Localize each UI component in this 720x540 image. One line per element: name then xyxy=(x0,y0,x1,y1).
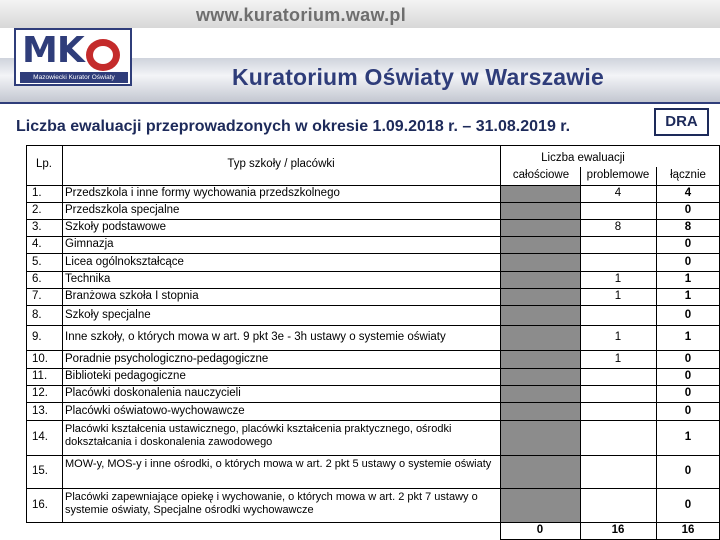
total-lacznie: 16 xyxy=(681,524,695,536)
table-row-lp: 8. xyxy=(32,309,42,321)
table-row-lacznie: 1 xyxy=(684,290,692,302)
table-row-lp: 3. xyxy=(32,221,42,233)
table-row-lacznie: 1 xyxy=(684,431,692,443)
calosciowe-shaded-cell xyxy=(501,403,580,420)
calosciowe-shaded-cell xyxy=(501,421,580,455)
header-type: Typ szkoły / placówki xyxy=(227,158,335,170)
calosciowe-shaded-cell xyxy=(501,456,580,488)
table-row-problemowe: 1 xyxy=(614,290,622,302)
table-row-lacznie: 0 xyxy=(684,256,692,268)
grid-line xyxy=(26,288,720,289)
table-row-lp: 4. xyxy=(32,238,42,250)
table-row-type: Technika xyxy=(65,273,111,285)
table-row-lacznie: 1 xyxy=(684,331,692,343)
grid-line xyxy=(26,488,720,489)
grid-line xyxy=(26,522,720,523)
calosciowe-shaded-cell xyxy=(501,306,580,325)
table-row-lp: 5. xyxy=(32,256,42,268)
institution-title: Kuratorium Oświaty w Warszawie xyxy=(232,64,604,90)
table-row-lp: 15. xyxy=(32,465,48,477)
calosciowe-shaded-cell xyxy=(501,289,580,305)
calosciowe-shaded-cell xyxy=(501,351,580,368)
grid-line xyxy=(26,185,720,186)
calosciowe-shaded-cell xyxy=(501,369,580,385)
grid-line xyxy=(26,325,720,326)
website-url[interactable]: www.kuratorium.waw.pl xyxy=(196,5,406,25)
calosciowe-shaded-cell xyxy=(501,272,580,288)
table-row-lp: 11. xyxy=(32,370,48,382)
grid-line xyxy=(26,236,720,237)
grid-line xyxy=(26,271,720,272)
table-row-type: Przedszkola i inne formy wychowania przedszkolnego xyxy=(65,187,340,199)
grid-line xyxy=(500,145,501,540)
table-row-lp: 16. xyxy=(32,499,48,511)
table-row-lp: 2. xyxy=(32,204,42,216)
table-row-lacznie: 0 xyxy=(684,204,692,216)
grid-line xyxy=(26,253,720,254)
table-row-type: Placówki zapewniające opiekę i wychowanie, o których mowa w art. 2 pkt 7 ustawy o systemie oświaty, Specjalne ośrodki wychowawcze xyxy=(65,491,478,516)
table-row-lp: 9. xyxy=(32,331,42,343)
header-calosciowe: całościowe xyxy=(512,169,570,181)
table-row-type: Placówki oświatowo-wychowawcze xyxy=(65,405,245,417)
table-row-lacznie: 8 xyxy=(684,221,692,233)
table-row-lp: 12. xyxy=(32,387,48,399)
table-row-problemowe: 1 xyxy=(614,331,622,343)
grid-line xyxy=(26,350,720,351)
grid-line xyxy=(26,420,720,421)
header-problemowe: problemowe xyxy=(586,169,650,181)
calosciowe-shaded-cell xyxy=(501,186,580,202)
banner-divider xyxy=(0,102,720,104)
calosciowe-shaded-cell xyxy=(501,254,580,271)
table-row-type: Branżowa szkoła I stopnia xyxy=(65,290,199,302)
table-row-problemowe: 4 xyxy=(614,187,622,199)
total-calosciowe: 0 xyxy=(536,524,544,536)
logo-circle-icon xyxy=(86,39,120,71)
logo-letters: MK xyxy=(22,30,84,71)
table-row-lp: 1. xyxy=(32,187,42,199)
table-row-lacznie: 0 xyxy=(684,387,692,399)
table-row-lacznie: 0 xyxy=(684,309,692,321)
table-row-lp: 10. xyxy=(32,353,48,365)
calosciowe-shaded-cell xyxy=(501,386,580,402)
table-row-lacznie: 1 xyxy=(684,273,692,285)
grid-line xyxy=(26,402,720,403)
table-row-lp: 14. xyxy=(32,431,48,443)
grid-line xyxy=(26,385,720,386)
calosciowe-shaded-cell xyxy=(501,326,580,350)
grid-line xyxy=(26,455,720,456)
grid-line xyxy=(26,202,720,203)
table-row-type: Gimnazja xyxy=(65,238,114,250)
header-banner xyxy=(0,0,720,104)
table-row-type: Licea ogólnokształcące xyxy=(65,256,184,268)
table-row-problemowe: 1 xyxy=(614,353,622,365)
grid-line xyxy=(580,167,581,540)
table-row-lacznie: 0 xyxy=(684,465,692,477)
table-row-lacznie: 0 xyxy=(684,238,692,250)
grid-line xyxy=(26,368,720,369)
table-row-lp: 7. xyxy=(32,290,42,302)
header-lacznie: łącznie xyxy=(670,169,706,181)
grid-line xyxy=(656,167,657,540)
table-row-type: Przedszkola specjalne xyxy=(65,204,180,216)
table-row-type: Inne szkoły, o których mowa w art. 9 pkt 3e - 3h ustawy o systemie oświaty xyxy=(65,331,446,343)
table-row-type: Biblioteki pedagogiczne xyxy=(65,370,186,382)
logo xyxy=(14,28,132,86)
calosciowe-shaded-cell xyxy=(501,489,580,522)
table-row-type: MOW-y, MOS-y i inne ośrodki, o których mowa w art. 2 pkt 5 ustawy o systemie oświaty xyxy=(65,458,492,470)
page-title: Liczba ewaluacji przeprowadzonych w okresie 1.09.2018 r. – 31.08.2019 r. xyxy=(16,118,571,135)
calosciowe-shaded-cell xyxy=(501,203,580,219)
table-row-type: Szkoły podstawowe xyxy=(65,221,166,233)
table-row-type: Placówki kształcenia ustawicznego, placówki kształcenia praktycznego, ośrodki dokształcania i doskonalenia zawodowego xyxy=(65,423,452,448)
header-group: Liczba ewaluacji xyxy=(541,152,625,164)
table-row-lp: 6. xyxy=(32,273,42,285)
table-row-lacznie: 0 xyxy=(684,353,692,365)
table-row-lacznie: 0 xyxy=(684,370,692,382)
table-row-lacznie: 0 xyxy=(684,405,692,417)
table-row-problemowe: 8 xyxy=(614,221,622,233)
calosciowe-shaded-cell xyxy=(501,237,580,253)
grid-line xyxy=(26,219,720,220)
grid-line xyxy=(26,145,720,146)
grid-line xyxy=(26,305,720,306)
table-row-type: Poradnie psychologiczno-pedagogiczne xyxy=(65,353,269,365)
table-row-lacznie: 0 xyxy=(684,499,692,511)
dra-badge: DRA xyxy=(654,108,709,136)
logo-subtitle: Mazowiecki Kurator Oświaty xyxy=(20,72,128,83)
table-row-problemowe: 1 xyxy=(614,273,622,285)
table-row-lacznie: 4 xyxy=(684,187,692,199)
calosciowe-shaded-cell xyxy=(501,220,580,236)
table-row-type: Placówki doskonalenia nauczycieli xyxy=(65,387,241,399)
table-row-lp: 13. xyxy=(32,405,48,417)
total-problemowe: 16 xyxy=(611,524,625,536)
header-lp: Lp. xyxy=(36,158,52,170)
table-row-type: Szkoły specjalne xyxy=(65,309,151,321)
